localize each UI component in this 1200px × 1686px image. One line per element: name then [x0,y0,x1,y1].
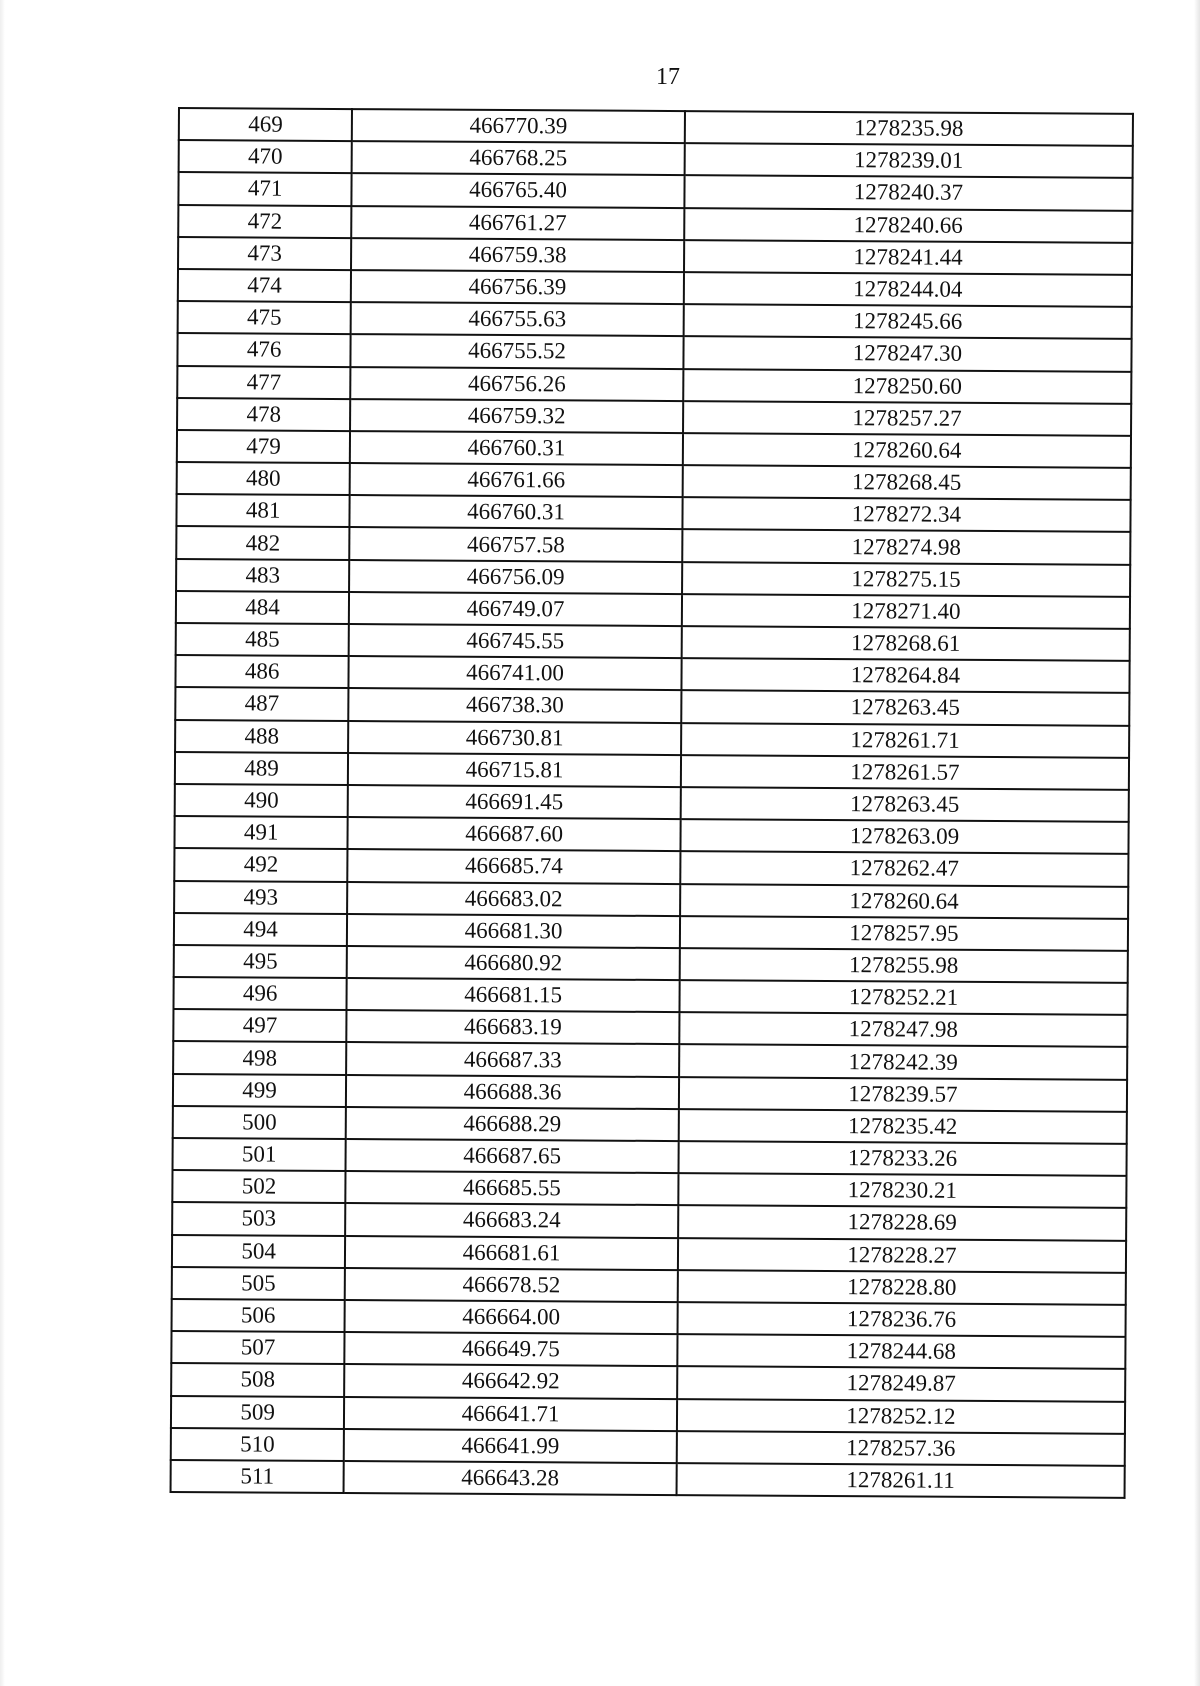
x-coordinate-cell: 466765.40 [352,173,685,207]
point-number-cell: 483 [176,559,349,592]
x-coordinate-cell: 466768.25 [352,141,685,175]
y-coordinate-cell: 1278260.64 [683,433,1131,468]
y-coordinate-cell: 1278228.27 [678,1238,1126,1273]
y-coordinate-cell: 1278228.69 [678,1205,1126,1240]
point-number-cell: 495 [174,945,347,978]
point-number-cell: 481 [176,494,349,527]
point-number-cell: 474 [178,269,351,302]
point-number-cell: 505 [172,1267,345,1300]
y-coordinate-cell: 1278239.57 [679,1077,1127,1112]
x-coordinate-cell: 466741.00 [349,656,682,690]
y-coordinate-cell: 1278240.66 [684,208,1132,243]
x-coordinate-cell: 466755.63 [351,302,684,336]
y-coordinate-cell: 1278252.21 [679,980,1127,1015]
point-number-cell: 469 [179,108,352,141]
y-coordinate-cell: 1278275.15 [682,562,1130,597]
point-number-cell: 470 [179,140,352,173]
point-number-cell: 510 [171,1428,344,1461]
y-coordinate-cell: 1278257.95 [680,916,1128,951]
y-coordinate-cell: 1278235.42 [679,1109,1127,1144]
x-coordinate-cell: 466681.30 [347,914,680,948]
y-coordinate-cell: 1278263.09 [680,819,1128,854]
point-number-cell: 472 [178,205,351,238]
point-number-cell: 487 [175,687,348,720]
y-coordinate-cell: 1278263.45 [681,787,1129,822]
coordinate-table-body [171,108,1133,1498]
x-coordinate-cell: 466761.27 [351,206,684,240]
point-number-cell: 488 [175,720,348,753]
x-coordinate-cell: 466681.15 [347,978,680,1012]
y-coordinate-cell: 1278272.34 [682,497,1130,532]
scan-edge-right [1194,0,1200,1686]
x-coordinate-cell: 466730.81 [348,721,681,755]
x-coordinate-cell: 466687.60 [348,817,681,851]
x-coordinate-cell: 466641.71 [344,1397,677,1431]
x-coordinate-cell: 466761.66 [350,463,683,497]
y-coordinate-cell: 1278262.47 [680,851,1128,886]
x-coordinate-cell: 466683.24 [345,1203,678,1237]
x-coordinate-cell: 466760.31 [350,495,683,529]
x-coordinate-cell: 466749.07 [349,592,682,626]
y-coordinate-cell: 1278250.60 [683,369,1131,404]
x-coordinate-cell: 466756.26 [350,367,683,401]
x-coordinate-cell: 466756.39 [351,270,684,304]
point-number-cell: 484 [176,591,349,624]
y-coordinate-cell: 1278236.76 [677,1302,1125,1337]
point-number-cell: 500 [173,1106,346,1139]
y-coordinate-cell: 1278257.36 [677,1431,1125,1466]
point-number-cell: 475 [178,301,351,334]
point-number-cell: 493 [174,880,347,913]
x-coordinate-cell: 466755.52 [351,334,684,368]
coordinate-table [170,107,1134,1499]
point-number-cell: 508 [171,1363,344,1396]
x-coordinate-cell: 466681.61 [345,1236,678,1270]
x-coordinate-cell: 466649.75 [345,1332,678,1366]
y-coordinate-cell: 1278233.26 [678,1141,1126,1176]
x-coordinate-cell: 466687.65 [346,1139,679,1173]
y-coordinate-cell: 1278264.84 [681,658,1129,693]
y-coordinate-cell: 1278230.21 [678,1173,1126,1208]
point-number-cell: 509 [171,1395,344,1428]
x-coordinate-cell: 466687.33 [346,1042,679,1076]
page-number: 17 [656,64,680,90]
point-number-cell: 506 [172,1299,345,1332]
point-number-cell: 476 [177,333,350,366]
x-coordinate-cell: 466691.45 [348,785,681,819]
y-coordinate-cell: 1278274.98 [682,530,1130,565]
x-coordinate-cell: 466688.36 [346,1075,679,1109]
y-coordinate-cell: 1278271.40 [682,594,1130,629]
y-coordinate-cell: 1278260.64 [680,884,1128,919]
x-coordinate-cell: 466685.55 [346,1171,679,1205]
y-coordinate-cell: 1278247.30 [683,336,1131,371]
point-number-cell: 497 [173,1009,346,1042]
y-coordinate-cell: 1278261.11 [676,1463,1124,1498]
x-coordinate-cell: 466642.92 [344,1364,677,1398]
point-number-cell: 473 [178,237,351,270]
y-coordinate-cell: 1278268.61 [682,626,1130,661]
x-coordinate-cell: 466664.00 [345,1300,678,1334]
point-number-cell: 491 [174,816,347,849]
y-coordinate-cell: 1278235.98 [685,111,1133,146]
y-coordinate-cell: 1278261.57 [681,755,1129,790]
x-coordinate-cell: 466643.28 [344,1461,677,1495]
y-coordinate-cell: 1278245.66 [683,304,1131,339]
point-number-cell: 482 [176,526,349,559]
x-coordinate-cell: 466715.81 [348,753,681,787]
scan-edge-left [0,0,5,1686]
x-coordinate-cell: 466756.09 [349,560,682,594]
y-coordinate-cell: 1278261.71 [681,723,1129,758]
point-number-cell: 490 [175,784,348,817]
point-number-cell: 485 [176,623,349,656]
x-coordinate-cell: 466759.38 [351,238,684,272]
x-coordinate-cell: 466759.32 [350,399,683,433]
point-number-cell: 504 [172,1235,345,1268]
y-coordinate-cell: 1278240.37 [684,175,1132,210]
point-number-cell: 492 [174,848,347,881]
y-coordinate-cell: 1278228.80 [678,1270,1126,1305]
point-number-cell: 489 [175,752,348,785]
point-number-cell: 498 [173,1041,346,1074]
point-number-cell: 507 [171,1331,344,1364]
x-coordinate-cell: 466680.92 [347,946,680,980]
x-coordinate-cell: 466738.30 [348,688,681,722]
table-row [171,1460,1125,1498]
y-coordinate-cell: 1278249.87 [677,1366,1125,1401]
point-number-cell: 499 [173,1074,346,1107]
point-number-cell: 496 [173,977,346,1010]
x-coordinate-cell: 466685.74 [347,849,680,883]
point-number-cell: 477 [177,366,350,399]
x-coordinate-cell: 466678.52 [345,1268,678,1302]
point-number-cell: 494 [174,913,347,946]
point-number-cell: 479 [177,430,350,463]
x-coordinate-cell: 466745.55 [349,624,682,658]
y-coordinate-cell: 1278244.68 [677,1334,1125,1369]
y-coordinate-cell: 1278242.39 [679,1045,1127,1080]
point-number-cell: 480 [177,462,350,495]
x-coordinate-cell: 466641.99 [344,1429,677,1463]
point-number-cell: 503 [172,1202,345,1235]
y-coordinate-cell: 1278263.45 [681,690,1129,725]
x-coordinate-cell: 466760.31 [350,431,683,465]
point-number-cell: 502 [172,1170,345,1203]
y-coordinate-cell: 1278241.44 [684,240,1132,275]
y-coordinate-cell: 1278244.04 [684,272,1132,307]
point-number-cell: 501 [173,1138,346,1171]
y-coordinate-cell: 1278268.45 [683,465,1131,500]
point-number-cell: 511 [171,1460,344,1493]
y-coordinate-cell: 1278239.01 [684,143,1132,178]
x-coordinate-cell: 466683.19 [347,1010,680,1044]
point-number-cell: 486 [175,655,348,688]
y-coordinate-cell: 1278252.12 [677,1399,1125,1434]
point-number-cell: 478 [177,398,350,431]
y-coordinate-cell: 1278247.98 [679,1012,1127,1047]
y-coordinate-cell: 1278255.98 [680,948,1128,983]
x-coordinate-cell: 466688.29 [346,1107,679,1141]
y-coordinate-cell: 1278257.27 [683,401,1131,436]
x-coordinate-cell: 466683.02 [347,882,680,916]
x-coordinate-cell: 466757.58 [349,527,682,561]
point-number-cell: 471 [178,172,351,205]
x-coordinate-cell: 466770.39 [352,109,685,143]
